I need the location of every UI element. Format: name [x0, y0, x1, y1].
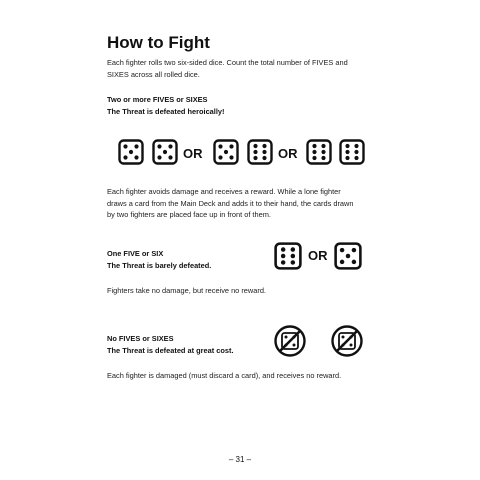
intro-line: Each fighter rolls two six-sided dice. Count the total number of FIVES and: [107, 58, 348, 67]
intro-text: [107, 57, 348, 80]
section-barely-header: [107, 248, 211, 271]
or-separator: OR: [278, 146, 298, 161]
section-barely-description: [107, 285, 266, 297]
result-label: The Threat is barely defeated.: [107, 260, 212, 270]
section-cost-header: [107, 333, 234, 356]
description-line: draws a card from the Main Deck and adds it to their hand, the cards drawn: [107, 198, 354, 208]
description-line: Fighters take no damage, but receive no reward.: [107, 286, 266, 295]
page-title: How to Fight: [107, 33, 210, 52]
die-six-icon: [247, 139, 273, 165]
page-number: – 31 –: [228, 455, 252, 464]
section-heroic-description: [107, 186, 353, 221]
result-label: The Threat is defeated at great cost.: [107, 345, 234, 355]
die-five-icon: [118, 139, 144, 165]
result-label: The Threat is defeated heroically!: [107, 106, 225, 116]
crossed-out-die-icon: [274, 325, 306, 357]
crossed-out-die-icon: [331, 325, 363, 357]
description-line: by two fighters are placed face up in front of them.: [107, 210, 271, 219]
section-cost-description: [107, 370, 341, 382]
die-five-icon: [334, 242, 362, 270]
die-five-icon: [152, 139, 178, 165]
section-heroic-header: [107, 94, 224, 117]
or-separator: OR: [308, 248, 328, 263]
condition-label: No FIVES or SIXES: [107, 334, 174, 343]
intro-line: SIXES across all rolled dice.: [107, 69, 200, 79]
condition-label: One FIVE or SIX: [107, 249, 164, 258]
die-six-icon: [339, 139, 365, 165]
die-six-icon: [306, 139, 332, 165]
condition-label: Two or more FIVES or SIXES: [107, 95, 208, 104]
die-five-icon: [213, 139, 239, 165]
description-line: Each fighter avoids damage and receives a reward. While a lone fighter: [107, 187, 341, 196]
die-six-icon: [274, 242, 302, 270]
or-separator: OR: [183, 146, 203, 161]
description-line: Each fighter is damaged (must discard a card), and receives no reward.: [107, 371, 342, 380]
